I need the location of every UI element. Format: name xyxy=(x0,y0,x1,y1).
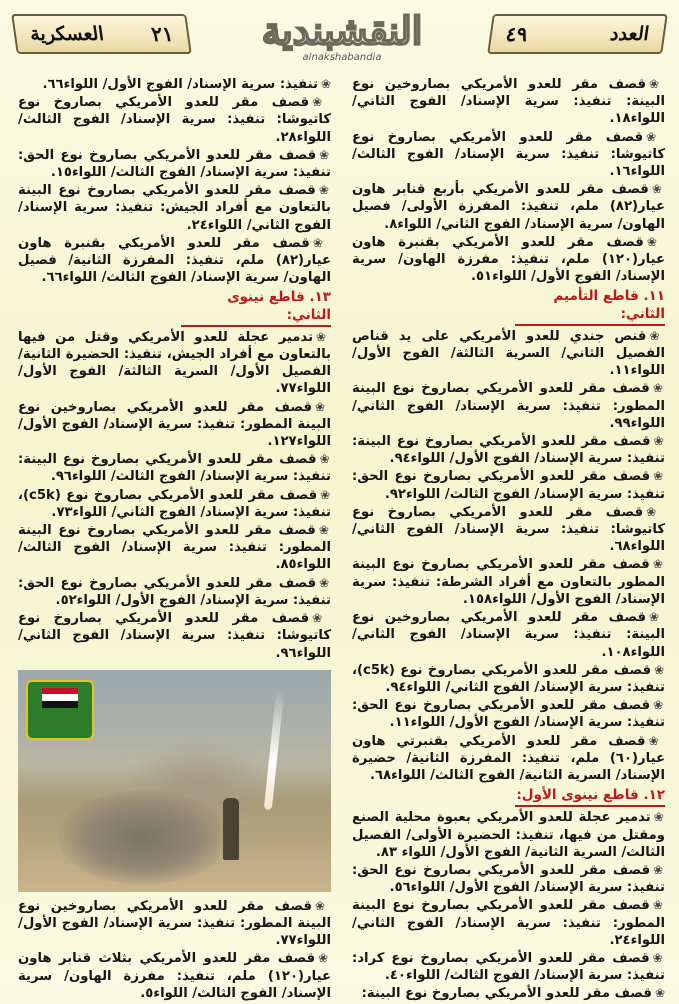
section-heading-12: ١٢. قاطع نينوى الأول: xyxy=(515,787,665,807)
flower-bullet-icon: ❀ xyxy=(318,523,331,538)
flower-bullet-icon: ❀ xyxy=(652,381,665,396)
entry-text: قنص جندي للعدو الأمريكي على يد قناص الفصيل الثاني/ السرية الثالثة/ الفوج الأول/ اللواء١١. xyxy=(352,328,665,379)
flower-bullet-icon: ❀ xyxy=(316,329,331,344)
entries-block xyxy=(18,329,331,662)
issue-number: ٤٩ xyxy=(504,22,530,46)
flower-bullet-icon: ❀ xyxy=(319,575,331,590)
entry-text: قصف مقر للعدو الأمريكي بصاروخين نوع البينة المطور: تنفيذ: سرية الإسناد/ الفوج الأول/ اللواء١٢٧. xyxy=(18,399,331,450)
entry-text: قصف مقر للعدو الأمريكي بصاروخ نوع كاتيوشا: تنفيذ: سرية الإسناد/ الفوج الثاني/ اللواء٦٨. xyxy=(352,504,665,555)
page-number: ٢١ xyxy=(149,22,175,46)
entries-block xyxy=(352,76,665,285)
flower-bullet-icon: ❀ xyxy=(646,504,665,519)
flower-bullet-icon: ❀ xyxy=(648,77,665,91)
report-entry xyxy=(18,898,331,950)
report-entry xyxy=(18,522,331,574)
entry-text: قصف مقر للعدو الأمريكي بصاروخين نوع البينة: تنفيذ: سرية الإسناد/ الفوج الثاني/ اللواء١٨. xyxy=(352,77,665,127)
logo-wordmark: النقشبندية xyxy=(261,8,423,53)
report-entry xyxy=(18,76,331,93)
report-entry xyxy=(352,897,665,949)
report-entry xyxy=(352,985,665,1002)
entry-text: قصف مقر للعدو الأمريكي بصاروخين نوع البينة: تنفيذ: سرية الإسناد/ الفوج الثاني/ اللواء١٠٨. xyxy=(352,610,665,660)
flower-bullet-icon: ❀ xyxy=(312,235,331,250)
report-entry xyxy=(352,328,665,380)
report-entry xyxy=(18,399,331,451)
entry-text: قصف مقر للعدو الأمريكي بصاروخ نوع كاتيوشا: تنفيذ: سرية الإسناد/ الفوج الثالث/ اللواء٢٨. xyxy=(18,95,331,145)
entry-text: تدمير عجلة للعدو الأمريكي بعبوة محلية الصنع ومقتل من فيها، تنفيذ: الحضيرة الأولى/ الفصيل الثالث/ السرية الثانية/ الفوج الأول/ اللواء ٨٣. xyxy=(352,810,665,860)
entry-text: قصف مقر للعدو الأمريكي بصاروخ نوع (c5k)، تنفيذ: سرية الإسناد/ الفوج الثاني/ اللواء٧٣. xyxy=(18,487,331,520)
battle-photo xyxy=(18,670,331,892)
flower-bullet-icon: ❀ xyxy=(318,951,332,966)
report-entry xyxy=(352,504,665,556)
report-entry xyxy=(18,610,331,662)
entry-text: قصف مقر للعدو الأمريكي بصاروخ نوع البينة المطور: تنفيذ: سرية الإسناد/ الفوج الثاني/ اللواء٩٩. xyxy=(352,381,665,431)
report-entry xyxy=(18,575,331,609)
section-heading-11: ١١. قاطع التأميم الثاني: xyxy=(515,288,665,325)
section-heading-13: ١٣. قاطع نينوى الثاني: xyxy=(181,289,331,326)
entry-text: قصف مقر للعدو الأمريكي بثلاث قنابر هاون عيار(١٢٠) ملم، تنفيذ: مفرزة الهاون/ سرية الإسناد/ الفوج الثالث/ اللواء٥. xyxy=(18,951,331,1001)
entry-text: قصف مقر للعدو الأمريكي بصاروخ نوع كاتيوشا: تنفيذ: سرية الإسناد/ الفوج الثالث/ اللواء١٦. xyxy=(352,129,665,180)
flower-bullet-icon: ❀ xyxy=(653,810,665,825)
section-title: العسكرية xyxy=(28,23,106,45)
entry-text: قصف مقر للعدو الأمريكي بصاروخ نوع البينة: xyxy=(361,986,652,1002)
flower-bullet-icon: ❀ xyxy=(646,129,665,144)
report-entry xyxy=(352,809,665,861)
report-entry xyxy=(352,862,665,896)
entry-text: قصف مقر للعدو الأمريكي بصاروخ نوع الحق: تنفيذ: سرية الإسناد/ الفوج الأول/ اللواء١١. xyxy=(352,698,665,731)
flower-bullet-icon: ❀ xyxy=(649,328,665,343)
report-entry xyxy=(352,662,665,696)
flower-bullet-icon: ❀ xyxy=(314,399,331,414)
flower-bullet-icon: ❀ xyxy=(648,733,665,748)
page-header xyxy=(0,0,679,66)
entry-text: قصف مقر للعدو الأمريكي بصاروخ نوع البينة: تنفيذ: سرية الإسناد/ الفوج الأول/ اللواء٩٤. xyxy=(352,434,665,467)
report-entry xyxy=(352,733,665,785)
flower-bullet-icon: ❀ xyxy=(314,898,331,913)
entry-text: قصف مقر للعدو الأمريكي بصاروخ نوع البينة المطور: تنفيذ: سرية الإسناد/ الفوج الثالث/ اللواء٨٥. xyxy=(18,523,331,573)
flower-bullet-icon: ❀ xyxy=(653,698,665,713)
entry-text: قصف مقر للعدو الأمريكي بصاروخ نوع كراد: تنفيذ: سرية الإسناد/ الفوج الثالث/ اللواء٤٠. xyxy=(352,950,665,984)
flower-bullet-icon: ❀ xyxy=(652,557,665,572)
flower-bullet-icon: ❀ xyxy=(653,862,665,877)
report-entry xyxy=(18,94,331,146)
entry-text: قصف مقر للعدو الأمريكي بقنبرة هاون عيار(٨٢) ملم، تنفيذ: المفرزة الثانية/ فصيل الهاون/ سرية الإسناد/ الفوج الثالث/ اللواء٦٦. xyxy=(18,235,331,286)
soldier-figure xyxy=(223,798,239,860)
flower-bullet-icon: ❀ xyxy=(648,610,665,625)
dust-cloud xyxy=(58,790,228,885)
flower-bullet-icon: ❀ xyxy=(320,77,331,91)
report-entry xyxy=(352,697,665,731)
report-entry xyxy=(352,433,665,467)
flower-bullet-icon: ❀ xyxy=(654,662,666,677)
entry-text: قصف مقر للعدو الأمريكي بصاروخ نوع البينة المطور بالتعاون مع أفراد الشرطة: تنفيذ: سرية الإسناد/ الفوج الأول/ اللواء١٥٨. xyxy=(352,557,665,607)
report-entry xyxy=(352,234,665,286)
flower-bullet-icon: ❀ xyxy=(652,950,665,965)
issue-banner xyxy=(487,14,668,54)
report-entry xyxy=(352,468,665,502)
entry-text: قصف مقر للعدو الأمريكي بقنبرة هاون عيار(١٢٠) ملم، تنفيذ: مفرزة الهاون/ سرية الإسناد/ الفوج الأول/ اللواء٥١. xyxy=(352,234,665,285)
entry-text: قصف مقر للعدو الأمريكي بصاروخين نوع البينة المطور: تنفيذ: سرية الإسناد/ الفوج الأول/ اللواء٧٧. xyxy=(18,898,331,949)
report-entry xyxy=(352,129,665,181)
report-entry xyxy=(18,235,331,287)
report-entry xyxy=(352,181,665,233)
entries-block xyxy=(18,76,331,286)
entry-text: قصف مقر للعدو الأمريكي بصاروخ نوع البينة بالتعاون مع أفراد الجيش: تنفيذ: سرية الإسناد/ الفوج الثاني/ اللواء٢٤. xyxy=(18,183,331,233)
issue-label: العدد xyxy=(608,23,651,45)
report-entry xyxy=(18,451,331,485)
entry-text: قصف مقر للعدو الأمريكي بصاروخ نوع الحق: تنفيذ: سرية الإسناد/ الفوج الثالث/ اللواء١٥. xyxy=(18,147,331,181)
flower-bullet-icon: ❀ xyxy=(319,147,331,162)
entry-text: قصف مقر للعدو الأمريكي بصاروخ نوع كاتيوشا: تنفيذ: سرية الإسناد/ الفوج الثاني/ اللواء٩٦. xyxy=(18,611,331,661)
flag-icon xyxy=(42,688,78,708)
flower-bullet-icon: ❀ xyxy=(320,487,332,502)
entry-text: قصف مقر للعدو الأمريكي بأربع قنابر هاون عيار(٨٢) ملم، تنفيذ: المفرزة الأولى/ فصيل الهاون/ سرية الإسناد/ الفوج الثاني/ اللواء٨. xyxy=(352,182,665,232)
flower-bullet-icon: ❀ xyxy=(319,452,331,467)
flower-bullet-icon: ❀ xyxy=(312,95,331,110)
entry-text: قصف مقر للعدو الأمريكي بقنبرتي هاون عيار(٦٠) ملم، تنفيذ: المفرزة الثانية/ حضيرة الإسناد/ السرية الثانية/ الفوج الثالث/ اللواء٦٨. xyxy=(352,733,665,783)
flower-bullet-icon: ❀ xyxy=(653,469,665,484)
flower-bullet-icon: ❀ xyxy=(654,986,665,1001)
logo-site-text: alnakshabandia xyxy=(302,52,382,63)
entries-block xyxy=(352,809,665,1002)
entry-text: قصف مقر للعدو الأمريكي بصاروخ نوع الحق: تنفيذ: سرية الإسناد/ الفوج الثالث/ اللواء٩٢. xyxy=(352,469,665,502)
report-entry xyxy=(18,182,331,234)
entries-block xyxy=(18,898,331,1002)
report-entry xyxy=(18,487,331,521)
entry-text: قصف مقر للعدو الأمريكي بصاروخ نوع البينة المطور: تنفيذ: سرية الإسناد/ الفوج الثاني/ اللواء٢٤. xyxy=(352,898,665,948)
report-entry xyxy=(352,76,665,128)
section-banner xyxy=(11,14,192,54)
magazine-logo xyxy=(248,10,436,66)
flower-bullet-icon: ❀ xyxy=(318,183,331,198)
flower-bullet-icon: ❀ xyxy=(651,182,665,197)
entry-text: قصف مقر للعدو الأمريكي بصاروخ نوع البينة: تنفيذ: سرية الإسناد/ الفوج الثالث/ اللواء٩٦. xyxy=(18,452,331,485)
flower-bullet-icon: ❀ xyxy=(312,611,331,626)
right-column xyxy=(352,76,665,1004)
left-column xyxy=(18,76,331,1003)
entry-text: قصف مقر للعدو الأمريكي بصاروخ نوع (c5k)، تنفيذ: سرية الإسناد/ الفوج الثاني/ اللواء٩٤. xyxy=(352,662,665,695)
flower-bullet-icon: ❀ xyxy=(653,434,665,449)
report-entry xyxy=(352,380,665,432)
entry-text: تنفيذ: سرية الإسناد/ الفوج الأول/ اللواء٦٦. xyxy=(42,77,318,92)
unit-emblem xyxy=(26,680,94,740)
report-entry xyxy=(352,950,665,984)
entry-text: قصف مقر للعدو الأمريكي بصاروخ نوع الحق: تنفيذ: سرية الإسناد/ الفوج الأول/ اللواء٥٦. xyxy=(352,862,665,896)
report-entry xyxy=(18,329,331,398)
entries-block xyxy=(352,328,665,784)
entry-text: تدمير عجلة للعدو الأمريكي وقتل من فيها بالتعاون مع أفراد الجيش، تنفيذ: الحضيرة الثانية/ الفصيل الأول/ السرية الثالثة/ الفوج الأول/ اللواء٧٧. xyxy=(18,329,331,397)
report-entry xyxy=(18,147,331,181)
report-entry xyxy=(352,609,665,661)
report-entry xyxy=(352,556,665,608)
report-entry xyxy=(18,950,331,1002)
flower-bullet-icon: ❀ xyxy=(646,234,665,249)
entry-text: قصف مقر للعدو الأمريكي بصاروخ نوع الحق: تنفيذ: سرية الإسناد/ الفوج الأول/ اللواء٥٢. xyxy=(18,575,331,608)
flower-bullet-icon: ❀ xyxy=(652,898,665,913)
